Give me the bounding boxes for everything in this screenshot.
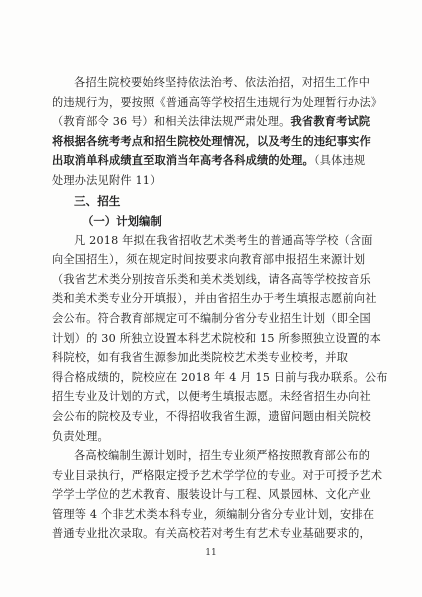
text-line: 专业目录执行，严格限定授予艺术学学位的专业。对于可授予艺术	[52, 468, 383, 482]
text-line: 处理办法见附件 11）	[52, 173, 162, 187]
text-line: 负责处理。	[52, 429, 109, 443]
text-line: 学学士学位的艺术教育、服装设计与工程、风景园林、文化产业	[52, 488, 371, 502]
text-line	[52, 151, 376, 171]
section-heading: 三、招生	[74, 193, 121, 208]
paragraph-major-catalog	[52, 446, 383, 544]
text-line: 向全国招生），须在规定时间按要求向教育部申报招生来源计划	[52, 253, 366, 267]
text-line: 会公布。符合教育部规定可不编制分省分专业招生计划（即全国	[52, 311, 371, 325]
text-line: 类和美术类专业分开填报），并由省招生办于考生填报志愿前向社	[52, 292, 377, 306]
text-line: 各高校编制生源计划时，招生专业须严格按照教育部公布的	[74, 449, 371, 463]
text-line: 招生专业及计划的方式，以便考生填报志愿。未经省招生办向社	[52, 390, 371, 404]
text-line: 管理等 4 个非艺术类本科专业，须编制分省分专业计划，安排在	[52, 507, 375, 521]
text-line: 普通专业批次录取。有关高校若对考生有艺术专业基础要求的，	[52, 527, 371, 541]
bold-text-span: 我省教育考试院	[290, 114, 371, 129]
text-line: 会公布的院校及专业，不得招收我省生源，遗留问题由相关院校	[52, 409, 371, 423]
document-body	[52, 73, 388, 544]
subsection-heading: （一）计划编制	[82, 213, 162, 228]
text-line: 各招生院校要始终坚持依法治考、依法治招，对招生工作中	[74, 76, 371, 89]
text-line: 得合格成绩的，院校应在 2018 年 4 月 15 日前与我办联系。公布	[52, 370, 388, 384]
text-line: 科院校，如有我省生源参加此类院校艺术类专业校考，并取	[52, 351, 349, 365]
paragraph-plan-compilation	[52, 231, 388, 447]
text-span: （教育部令 36 号）和相关法律法规严肃处理。	[52, 115, 291, 129]
text-line: 凡 2018 年拟在我省招收艺术类考生的普通高等学校（含面	[74, 233, 373, 247]
text-line: 的违规行为，要按照《普通高等学校招生违规行为处理暂行办法》	[52, 95, 383, 109]
page-number: 11	[205, 548, 217, 558]
text-span: （具体违规	[313, 154, 366, 168]
text-line: 将根据各统考考点和招生院校处理情况，以及考生的违纪事实作	[52, 133, 371, 148]
text-line: 计划）的 30 所独立设置本科艺术院校和 15 所参照独立设置的本	[52, 331, 381, 345]
paragraph-violations	[52, 73, 383, 191]
text-line	[52, 112, 376, 132]
bold-text-span: 出取消单科成绩直至取消当年高考各科成绩的处理。	[52, 153, 314, 168]
text-line: （我省艺术类分别按音乐类和美术类划线，请各高等学校按音乐	[52, 272, 371, 286]
